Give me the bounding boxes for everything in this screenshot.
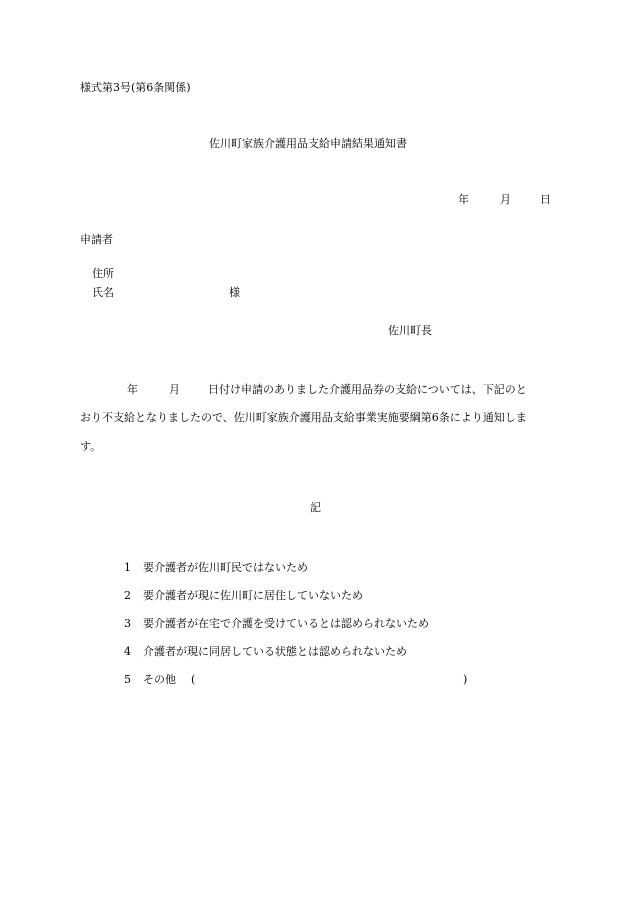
form-number: 様式第3号(第6条関係) [80, 81, 191, 94]
date-year-label: 年 [458, 193, 469, 206]
reason-text: 介護者が現に同居している状態とは認められないため [143, 645, 407, 658]
body-text-line-3: す。 [80, 440, 102, 453]
address-label: 住所 [92, 267, 114, 280]
body-month-label: 月 [169, 383, 180, 396]
reason-number: 2 [124, 589, 131, 602]
body-text-line-1: 日付け申請のありました介護用品券の支給については、下記のと [208, 383, 527, 396]
reason-text: 要介護者が現に佐川町に居住していないため [143, 589, 363, 602]
reason-number: 4 [124, 645, 131, 658]
applicant-label: 申請者 [80, 233, 113, 246]
body-text-line-2: おり不支給となりましたので、佐川町家族介護用品支給事業実施要綱第6条により通知しま [80, 411, 527, 424]
body-year-label: 年 [127, 383, 138, 396]
reason-text: その他 [143, 673, 176, 686]
reason-number: 3 [124, 617, 131, 630]
other-paren-open: ( [191, 673, 196, 686]
sender-title: 佐川町長 [388, 324, 432, 337]
reason-number: 1 [124, 561, 131, 574]
reason-text: 要介護者が佐川町民ではないため [143, 561, 308, 574]
reason-number: 5 [124, 673, 131, 686]
honorific: 様 [229, 286, 240, 299]
record-heading: 記 [310, 501, 321, 514]
date-day-label: 日 [540, 193, 551, 206]
reason-text: 要介護者が在宅で介護を受けているとは認められないため [143, 617, 429, 630]
date-month-label: 月 [500, 193, 511, 206]
document-title: 佐川町家族介護用品支給申請結果通知書 [209, 137, 407, 150]
name-label: 氏名 [92, 286, 114, 299]
other-paren-close: ) [463, 673, 468, 686]
